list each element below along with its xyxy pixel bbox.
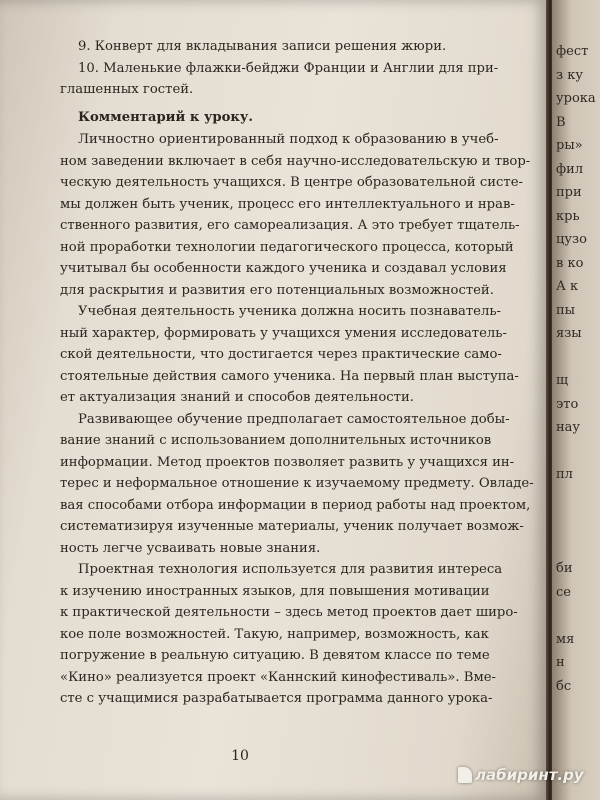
paragraph-1 bbox=[60, 129, 531, 301]
text-line: мы должен быть ученик, процесс его интеллектуального и нрав- bbox=[60, 196, 515, 212]
page-content bbox=[60, 36, 534, 710]
text-line: систематизируя изученные материалы, ученик получает возмож- bbox=[60, 519, 524, 534]
text-line: Развивающее обучение предполагает самостоятельное добы- bbox=[78, 411, 510, 427]
right-page-fragment: цузо bbox=[556, 232, 587, 247]
list-item: глашенных гостей. bbox=[60, 82, 194, 97]
text-line: ной проработки технологии педагогического процесса, который bbox=[60, 239, 514, 255]
right-page-fragment: пл bbox=[556, 467, 573, 482]
list-item: 9. Конверт для вкладывания записи решения жюри. bbox=[78, 39, 447, 54]
text-line: сте с учащимися разрабатывается программа данного урока- bbox=[60, 691, 493, 706]
text-line: учитывал бы особенности каждого ученика и создавал условия bbox=[60, 261, 507, 276]
text-line: Учебная деятельность ученика должна носить познаватель- bbox=[78, 304, 501, 319]
text-line: к практической деятельности – здесь метод проектов дает широ- bbox=[60, 605, 518, 620]
right-page-fragment: урока bbox=[556, 91, 596, 106]
right-page-fragment: это bbox=[556, 396, 579, 412]
right-page-text bbox=[556, 40, 600, 698]
text-line: «Кино» реализуется проект «Каннский кинофестиваль». Вме- bbox=[60, 669, 496, 685]
text-line: ном заведении включает в себя научно-исследовательскую и твор- bbox=[60, 153, 531, 169]
text-line: вание знаний с использованием дополнительных источников bbox=[60, 433, 492, 448]
right-page-fragment: В bbox=[556, 114, 566, 130]
text-line: стоятельные действия самого ученика. На первый план выступа- bbox=[60, 368, 519, 384]
paragraph-3 bbox=[60, 409, 534, 560]
watermark-logo bbox=[458, 766, 584, 784]
paragraph-4 bbox=[60, 559, 518, 710]
right-page-fragment bbox=[556, 440, 600, 464]
right-page-fragment: се bbox=[556, 584, 571, 600]
text-line: ской деятельности, что достигается через практические само- bbox=[60, 347, 502, 362]
right-page-fragment bbox=[556, 346, 600, 370]
right-page-fragment: з ку bbox=[556, 67, 583, 83]
text-line: вая способами отбора информации в период работы над проектом, bbox=[60, 497, 531, 513]
right-page-fragment: н bbox=[556, 655, 565, 670]
labirint-logo-icon bbox=[458, 767, 472, 783]
right-page-fragment: в ко bbox=[556, 255, 584, 271]
right-page-fragment: фест bbox=[556, 44, 589, 59]
right-page-fragment: пы bbox=[556, 302, 576, 318]
right-page-fragment: ры» bbox=[556, 138, 583, 153]
right-page-fragment: при bbox=[556, 185, 582, 200]
text-line: ческую деятельность учащихся. В центре образовательной систе- bbox=[60, 175, 523, 190]
right-page-fragment: крь bbox=[556, 208, 580, 224]
watermark-text: лабиринт.ру bbox=[475, 766, 584, 784]
list-item: 10. Маленькие флажки-бейджи Франции и Англии для при- bbox=[78, 60, 499, 76]
paragraph-2 bbox=[60, 301, 519, 409]
right-page-fragment bbox=[556, 487, 600, 511]
right-page-fragment: язы bbox=[556, 326, 582, 341]
text-line: к изучению иностранных языков, для повышения мотивации bbox=[60, 583, 490, 599]
right-page-fragment: би bbox=[556, 561, 573, 576]
right-page-fragment bbox=[556, 604, 600, 628]
right-page-fragment bbox=[556, 534, 600, 558]
text-line: кое поле возможностей. Такую, например, возможность, как bbox=[60, 626, 489, 642]
text-line: ность легче усваивать новые знания. bbox=[60, 540, 321, 556]
right-page-fragment: щ bbox=[556, 373, 569, 388]
text-line: ет актуализация знаний и способов деятельности. bbox=[60, 390, 414, 405]
text-line: терес и неформальное отношение к изучаемому предмету. Овладе- bbox=[60, 476, 534, 491]
text-line: информации. Метод проектов позволяет развить у учащихся ин- bbox=[60, 454, 515, 470]
right-page-fragment: фил bbox=[556, 161, 584, 177]
text-line: Проектная технология используется для развития интереса bbox=[78, 562, 503, 577]
right-page-fragment: бс bbox=[556, 678, 572, 694]
section-heading: Комментарий к уроку. bbox=[78, 109, 253, 125]
page-number: 10 bbox=[231, 748, 249, 764]
text-line: Личностно ориентированный подход к образованию в учеб- bbox=[78, 132, 499, 147]
right-page-fragment: мя bbox=[556, 631, 575, 647]
text-line: для раскрытия и развития его потенциальных возможностей. bbox=[60, 282, 494, 298]
text-line: погружение в реальную ситуацию. В девятом классе по теме bbox=[60, 648, 490, 663]
text-line: ственного развития, его самореализация. А это требует тщатель- bbox=[60, 218, 520, 233]
text-line: ный характер, формировать у учащихся умения исследователь- bbox=[60, 325, 507, 341]
equipment-list bbox=[60, 36, 500, 101]
right-page-fragment bbox=[556, 510, 600, 534]
right-page-fragment: А к bbox=[556, 279, 579, 294]
right-page-fragment: нау bbox=[556, 420, 581, 435]
